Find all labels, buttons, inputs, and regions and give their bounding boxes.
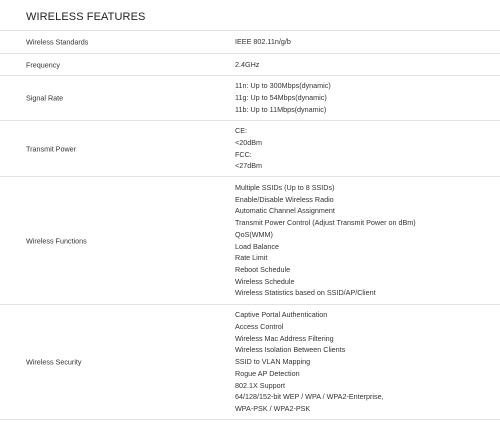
spec-row-transmit-power	[0, 120, 500, 176]
spec-value: IEEE 802.11n/g/b	[235, 37, 291, 47]
spec-values	[235, 76, 331, 120]
spec-values	[235, 54, 259, 75]
spec-value: CE:	[235, 126, 247, 136]
spec-value: Wireless Isolation Between Clients	[235, 345, 346, 355]
spec-label: Wireless Functions	[26, 236, 87, 245]
spec-value: Wireless Schedule	[235, 276, 295, 286]
spec-values	[235, 305, 384, 419]
spec-row-wireless-functions	[0, 176, 500, 304]
spec-label: Frequency	[26, 60, 60, 69]
spec-value: Transmit Power Control (Adjust Transmit Power on dBm)	[235, 218, 416, 228]
spec-label: Wireless Standards	[26, 37, 89, 47]
spec-value: Enable/Disable Wireless Radio	[235, 194, 334, 204]
spec-value: 11g: Up to 54Mbps(dynamic)	[235, 93, 327, 103]
section-title: WIRELESS FEATURES	[26, 11, 146, 23]
spec-values	[235, 177, 416, 304]
spec-value: Rate Limit	[235, 253, 268, 263]
spec-values	[235, 121, 262, 176]
spec-table	[0, 30, 500, 420]
spec-value: 802.1X Support	[235, 380, 285, 390]
spec-value: SSID to VLAN Mapping	[235, 357, 311, 367]
spec-value: 11b: Up to 11Mbps(dynamic)	[235, 104, 327, 114]
spec-value: QoS(WMM)	[235, 229, 273, 239]
spec-value: Load Balance	[235, 241, 279, 251]
spec-value: <20dBm	[235, 137, 262, 147]
spec-row-wireless-standards	[0, 30, 500, 53]
spec-row-frequency	[0, 53, 500, 75]
spec-value: WPA-PSK / WPA2-PSK	[235, 403, 311, 413]
spec-value: Reboot Schedule	[235, 264, 291, 274]
spec-value: 2.4GHz	[235, 59, 260, 69]
spec-value: 64/128/152-bit WEP / WPA / WPA2-Enterprise,	[235, 392, 384, 402]
spec-value: Wireless Statistics based on SSID/AP/Client	[235, 288, 376, 298]
spec-value: 11n: Up to 300Mbps(dynamic)	[235, 81, 331, 91]
spec-label: Signal Rate	[26, 93, 64, 103]
spec-label: Wireless Security	[26, 357, 82, 367]
spec-value: Multiple SSIDs (Up to 8 SSIDs)	[235, 182, 335, 192]
spec-value: Access Control	[235, 322, 284, 332]
spec-value: <27dBm	[235, 161, 262, 171]
spec-row-wireless-security	[0, 304, 500, 420]
spec-values	[235, 31, 291, 53]
spec-row-signal-rate	[0, 75, 500, 120]
spec-label: Transmit Power	[26, 144, 77, 153]
spec-value: Wireless Mac Address Filtering	[235, 333, 334, 343]
spec-value: Automatic Channel Assignment	[235, 206, 335, 216]
spec-value: Captive Portal Authentication	[235, 310, 328, 320]
spec-value: Rogue AP Detection	[235, 368, 300, 378]
spec-value: FCC:	[235, 149, 252, 159]
